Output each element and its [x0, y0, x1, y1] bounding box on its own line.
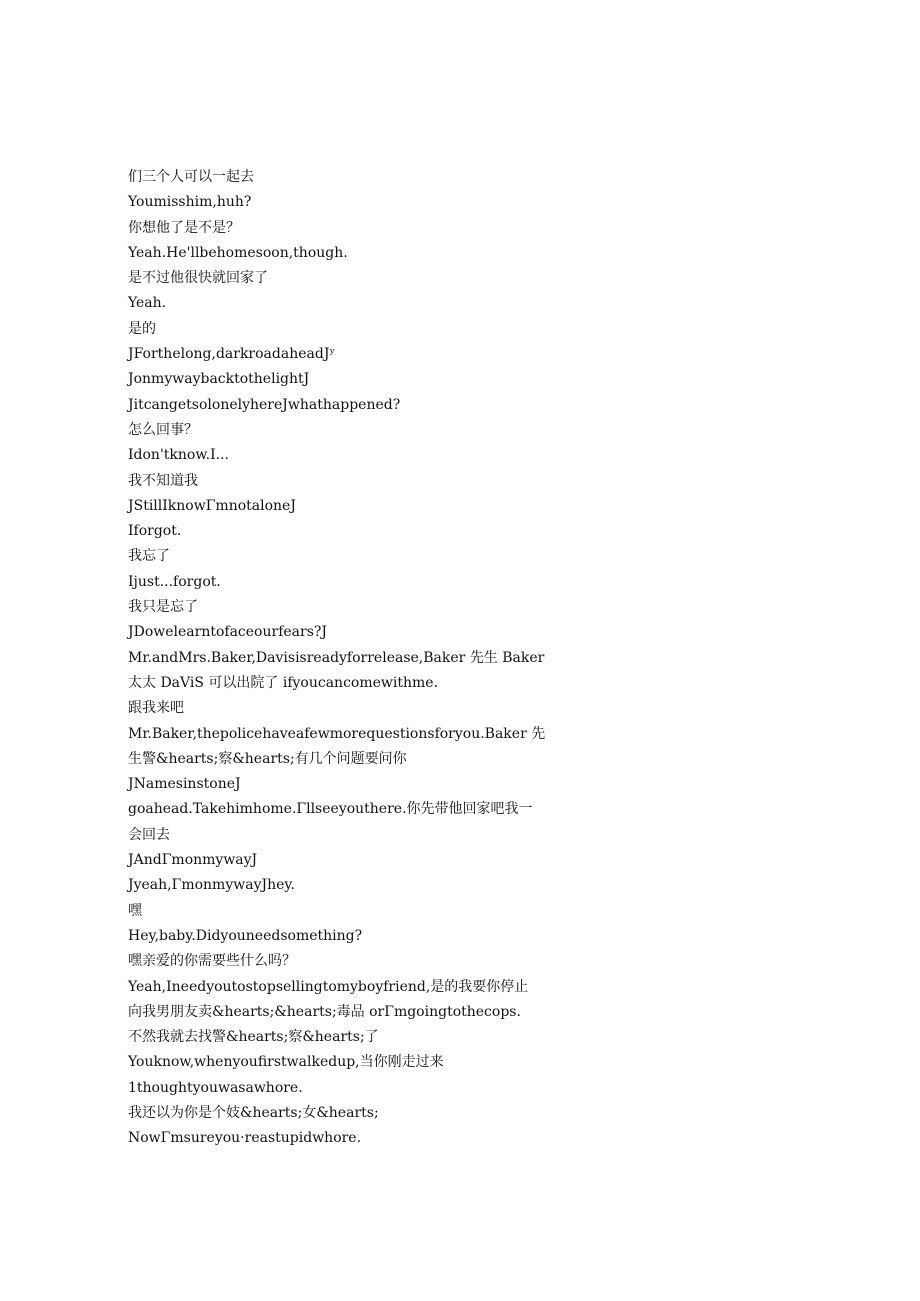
- text-line: 我不知道我: [128, 472, 198, 489]
- text-line: Hey,baby.Didyouneedsomething?: [128, 927, 363, 944]
- text-line: 我还以为你是个妓&hearts;女&hearts;: [128, 1104, 379, 1121]
- text-line: JNamesinstoneJ: [128, 776, 241, 793]
- text-line: 我忘了: [128, 548, 170, 565]
- subtitle-text-body: [128, 165, 546, 1152]
- text-line: 怎么回事？: [128, 421, 198, 438]
- text-line: 嘿亲爱的你需要些什么吗？: [128, 953, 296, 970]
- text-line: 向我男朋友卖&hearts;&hearts;毒品 orΓmgoingtothecops.: [128, 1003, 521, 1020]
- text-line: Yeah.: [128, 295, 167, 312]
- text-line: 是不过他很快就回家了: [128, 270, 268, 287]
- text-line: Iforgot.: [128, 523, 182, 540]
- text-line: JForthelong,darkroadaheadJʸ: [128, 346, 336, 363]
- text-line: 不然我就去找警&hearts;察&hearts;了: [128, 1029, 379, 1046]
- text-line: 我只是忘了: [128, 599, 198, 616]
- text-line: 们三个人可以一起去: [128, 169, 254, 185]
- text-line: 是的: [128, 320, 156, 337]
- text-line: JitcangetsolonelyhereJwhathappened?: [128, 396, 401, 413]
- text-line: NowΓmsureyou·reastupidwhore.: [128, 1130, 362, 1147]
- text-line: 生警&hearts;察&hearts;有几个问题要问你: [128, 750, 407, 767]
- text-line: 跟我来吧: [128, 700, 184, 717]
- text-line: 你想他了是不是？: [128, 219, 240, 236]
- text-line: Ijust...forgot.: [128, 573, 221, 590]
- text-line: 嘿: [128, 902, 142, 919]
- text-line: JDowelearntofaceourfears?J: [128, 624, 328, 641]
- text-line: Idon'tknow.I...: [128, 447, 229, 464]
- text-line: Youknow,whenyoufirstwalkedup,当你刚走过来: [128, 1054, 444, 1071]
- text-line: Jyeah,ΓmonmywayJhey.: [128, 877, 295, 894]
- text-line: 太太 DaViS 可以出院了 ifyoucancomewithme.: [128, 674, 439, 691]
- text-line: 会回去: [128, 826, 170, 843]
- text-line: Yeah,Ineedyoutostopsellingtomyboyfriend,是的我要你停止: [128, 978, 529, 995]
- text-line: 1thoughtyouwasawhore.: [128, 1079, 303, 1096]
- text-line: Mr.Baker,thepolicehaveafewmorequestionsforyou.Baker 先: [128, 725, 546, 742]
- text-line: goahead.Takehimhome.Γllseeyouthere.你先带他回家吧我一: [128, 801, 533, 818]
- text-line: Mr.andMrs.Baker,Davisisreadyforrelease,Baker 先生 Baker: [128, 649, 545, 666]
- text-line: JAndΓmonmywayJ: [128, 852, 258, 869]
- text-line: JStillIknowΓmnotaloneJ: [128, 497, 296, 514]
- text-line: Yeah.He'llbehomesoon,though.: [128, 244, 348, 261]
- text-line: Youmisshim,huh?: [128, 194, 252, 211]
- text-line: JonmywaybacktothelightJ: [128, 371, 310, 388]
